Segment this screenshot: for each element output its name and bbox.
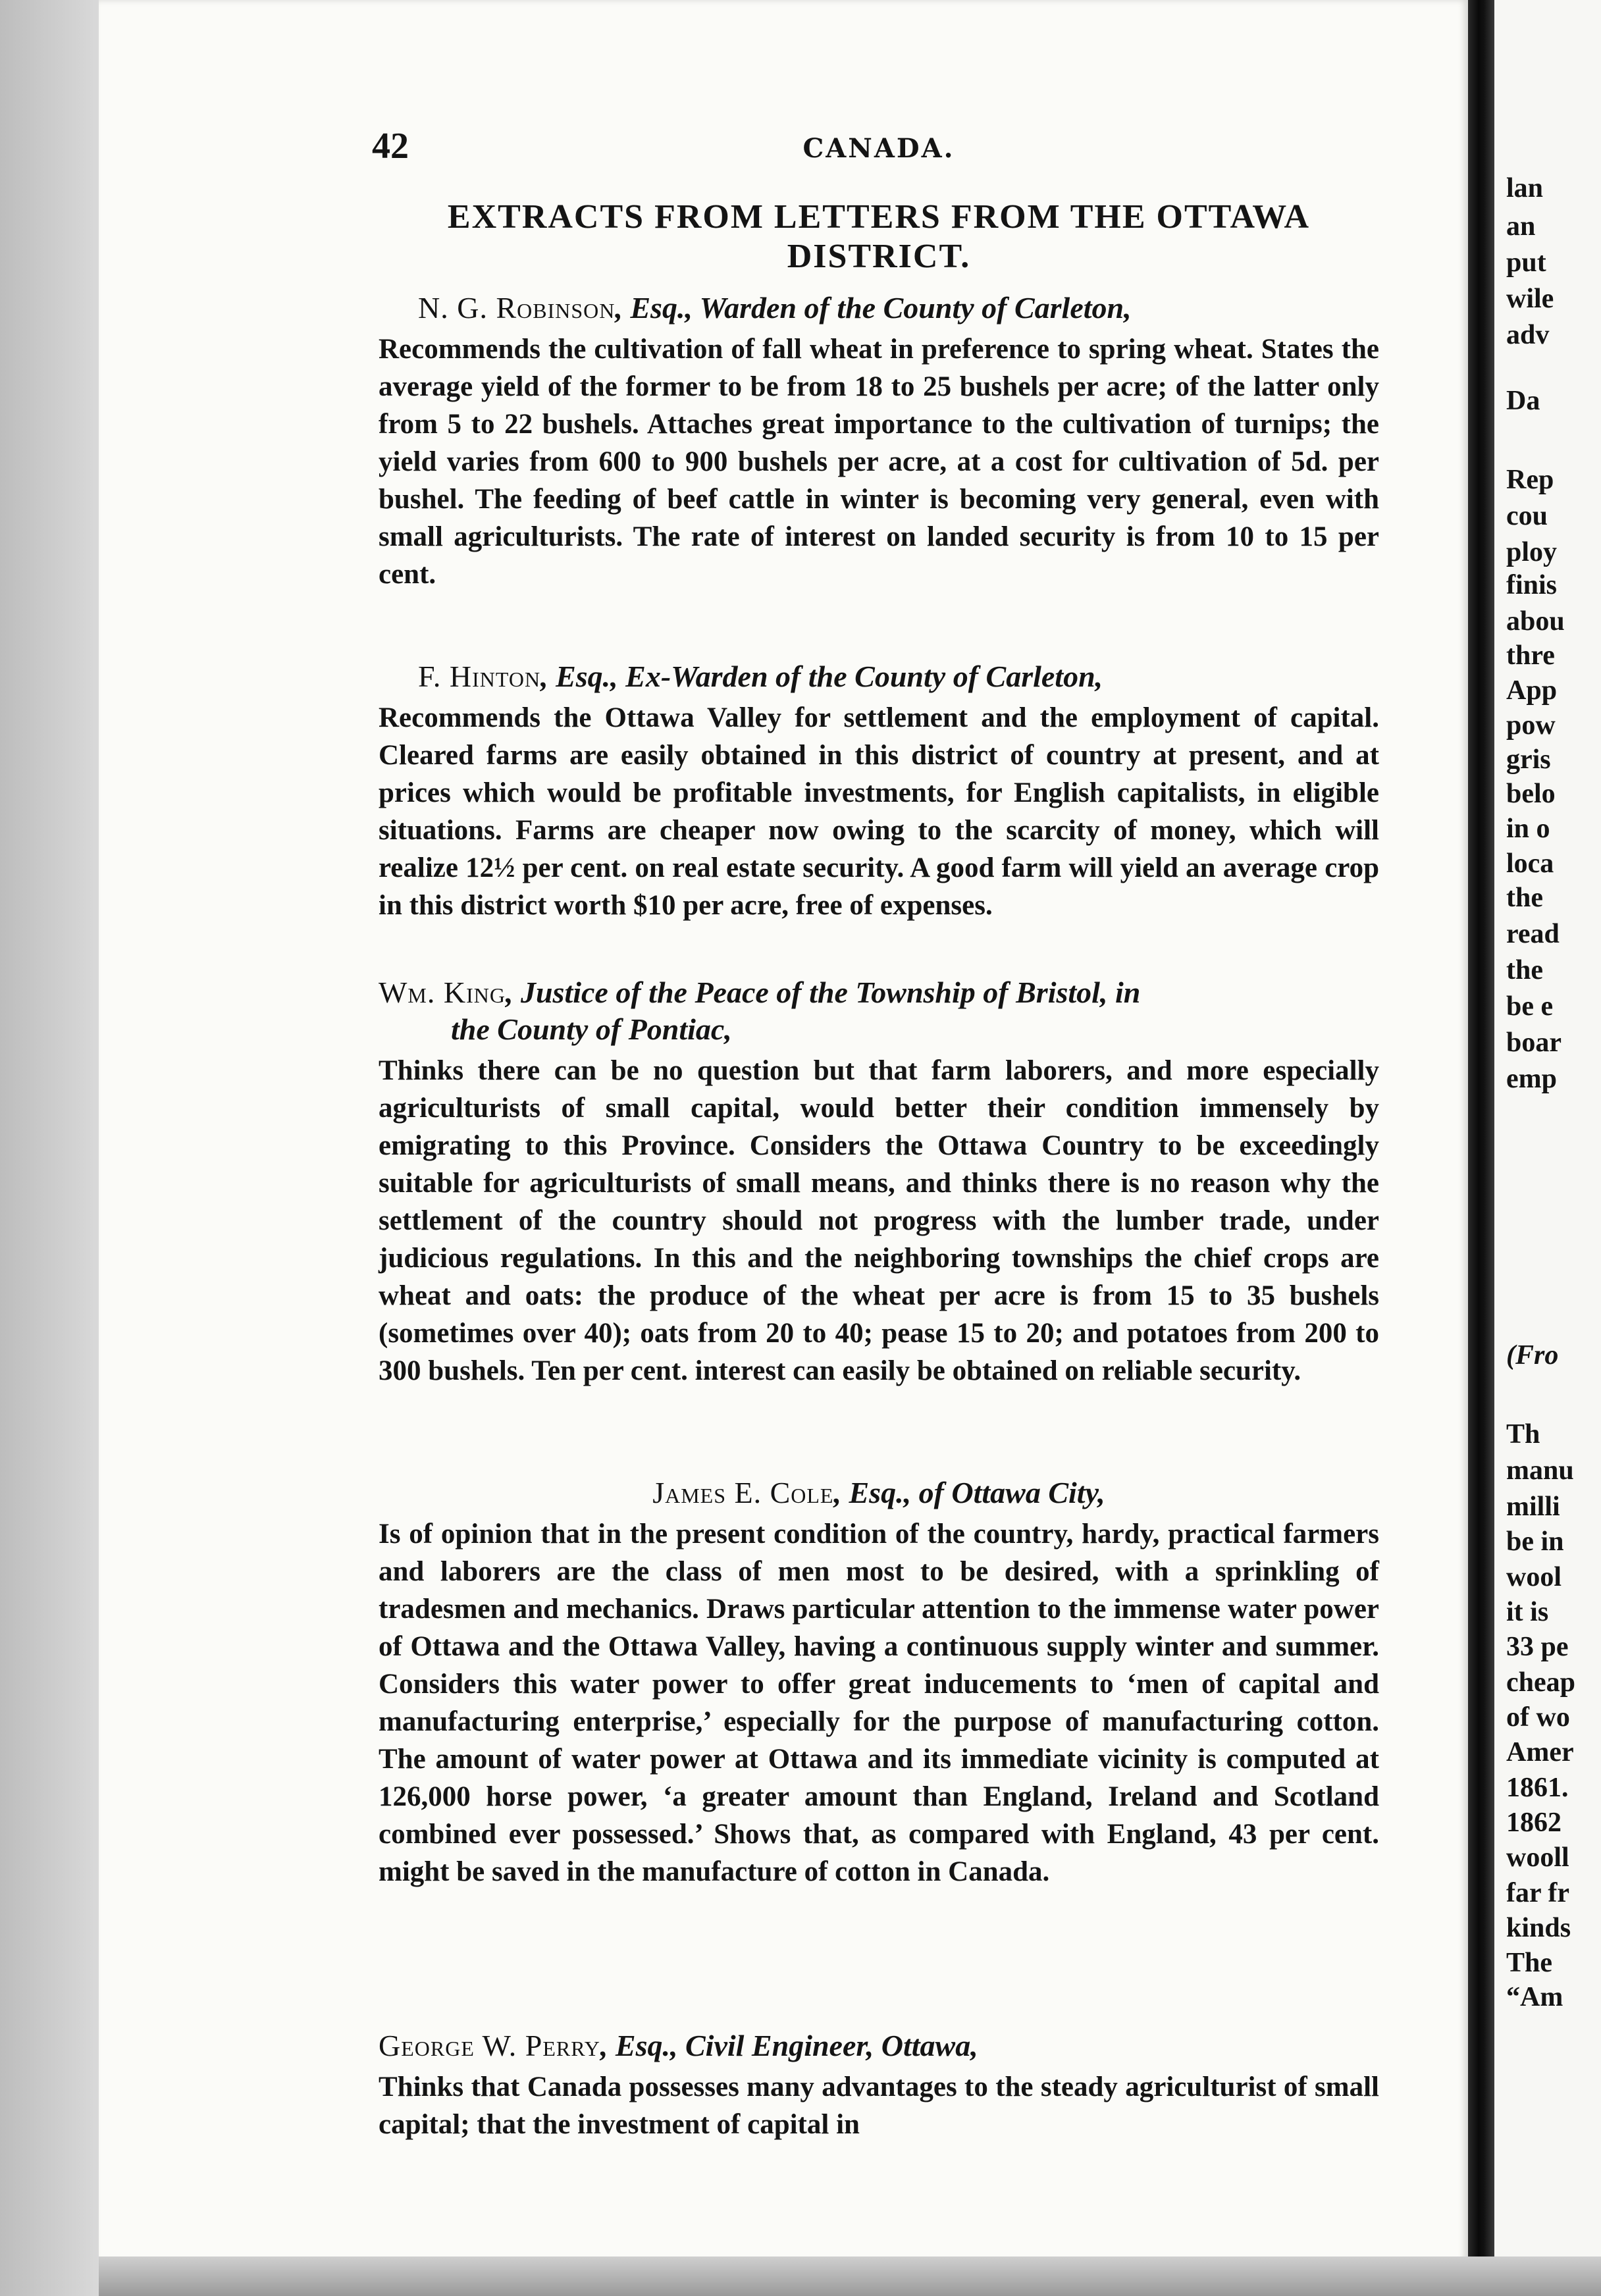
entry-body: Recommends the cultivation of fall wheat in preference to spring wheat. States the average yield of the former to be from 18 to 25 bushels per acre; of the latter only from 5 to 22 bushels. Attaches great importance to the cultivation of turnips; the yield varies from 600 to 900 bushels per acre, at a cost for cultivation of 5d. per bushel. The feeding of beef cattle in winter is becoming very general, even with small agriculturists. The rate of interest on landed security is from 10 to 15 per cent. [379,334,1379,590]
facing-page-fragment: it is [1506,1597,1549,1627]
entry-robinson [379,290,1379,593]
facing-page-fragment: Da [1506,386,1540,416]
facing-page-fragment: pow [1506,710,1556,741]
facing-page-fragment: ploy [1506,537,1558,567]
facing-page-fragment: of wo [1506,1702,1570,1733]
facing-page-fragment: loca [1506,848,1554,879]
entry-heading [379,658,1379,695]
facing-page-fragment: thre [1506,640,1555,671]
running-title: CANADA. [802,133,955,164]
facing-page-fragment: cou [1506,501,1548,531]
entry-perry [379,2027,1379,2143]
entry-heading [379,2027,1379,2064]
facing-page-fragment: 33 pe [1506,1632,1569,1662]
correspondent-title: , Esq., of Ottawa City, [833,1476,1105,1509]
facing-page-fragment: Amer [1506,1737,1574,1767]
facing-page-fragment: adv [1506,320,1550,350]
facing-page-fragment: abou [1506,606,1565,637]
main-heading: EXTRACTS FROM LETTERS FROM THE OTTAWA DISTRICT. [447,198,1311,275]
entry-heading [379,974,1379,1048]
entry-heading [379,1474,1379,1511]
running-head [372,125,1386,171]
facing-page-fragment: 1861. [1506,1773,1569,1803]
facing-page-fragment: wooll [1506,1842,1569,1873]
entry-heading [379,290,1379,326]
facing-page-fragment: cheap [1506,1667,1575,1698]
correspondent-name: James E. Cole [652,1476,834,1509]
page-number: 42 [372,126,409,167]
facing-page-fragment: App [1506,675,1558,706]
facing-page-text [1494,0,1601,2296]
facing-page-fragment: gris [1506,744,1551,775]
correspondent-name: George W. Perry [379,2029,600,2062]
entry-body: Recommends the Ottawa Valley for settlement and the employment of capital. Cleared farms are easily obtained in this district of country at present, and at prices which would be profitable investments, for English capitalists, in eligible situations. Farms are cheaper now owing to the scarcity of money, which will realize 12½ per cent. on real estate security. A good farm will yield an average crop in this district worth $10 per acre, free of expenses. [379,702,1379,921]
entry-body: Is of opinion that in the present condition of the country, hardy, practical farmers and laborers are the class of men most to be desired, with a sprinkling of tradesmen and mechanics. Draws particular attention to the immense water power of Ottawa and the Ottawa Valley, having a continuous supply winter and summer. Considers this water power to offer great inducements to ‘men of capital and manufacturing enterprise,’ especially for the purpose of manufacturing cotton. The amount of water power at Ottawa and its immediate vicinity is computed at 126,000 horse power, ‘a greater amount than England, Ireland and Scotland combined ever possessed.’ Shows that, as compared with England, 43 per cent. might be saved in the manufacture of cotton in Canada. [379,1519,1379,1887]
facing-page-fragment: far fr [1506,1878,1569,1908]
facing-page-fragment: an [1506,211,1536,242]
facing-page-fragment: be in [1506,1526,1564,1557]
facing-page-fragment: Th [1506,1419,1540,1449]
entry-body: Thinks that Canada possesses many advantages to the steady agriculturist of small capital; that the investment of capital in [379,2072,1379,2140]
correspondent-title: , Justice of the Peace of the Township of Bristol, in [505,976,1141,1009]
correspondent-title-continued: the County of Pontiac, [451,1012,732,1046]
correspondent-name: N. G. Robinson [418,291,616,325]
facing-page-fragment: read [1506,919,1560,949]
facing-page-fragment: boar [1506,1028,1562,1058]
facing-page-fragment: finis [1506,570,1558,600]
facing-page-fragment: be e [1506,991,1554,1022]
facing-page-fragment: (Fro [1506,1340,1559,1370]
facing-page-fragment: the [1506,955,1543,985]
facing-page-fragment: “Am [1506,1982,1563,2012]
facing-page-fragment: in o [1506,814,1550,844]
facing-page-fragment: emp [1506,1064,1557,1094]
scan-bottom-edge [99,2257,1601,2296]
facing-page-fragment: put [1506,248,1546,278]
facing-page-fragment: kinds [1506,1913,1571,1943]
correspondent-name: Wm. King [379,976,506,1009]
facing-page-fragment: 1862 [1506,1808,1562,1838]
facing-page-fragment: Rep [1506,465,1554,495]
facing-page-fragment: wool [1506,1562,1562,1592]
entry-king [379,974,1379,1390]
entry-cole [379,1474,1379,1891]
facing-page-fragment: milli [1506,1492,1560,1522]
correspondent-title: , Esq., Civil Engineer, Ottawa, [600,2029,978,2062]
facing-page-fragment: belo [1506,779,1556,809]
facing-page-fragment: wile [1506,284,1554,314]
facing-page-fragment: manu [1506,1455,1574,1486]
book-gutter [1468,0,1494,2296]
facing-page-fragment: The [1506,1948,1553,1978]
correspondent-title: , Esq., Warden of the County of Carleton, [615,291,1132,325]
entry-body: Thinks there can be no question but that farm laborers, and more especially agriculturists of small capital, would better their condition immensely by emigrating to this Province. Considers the Ottawa Country to be exceedingly suitable for agriculturists of small means, and thinks there is no reason why the settlement of the country should not progress with the lumber trade, under judicious regulations. In this and the neighboring townships the chief crops are wheat and oats: the produce of the wheat per acre is from 15 to 35 bushels (sometimes over 40); oats from 20 to 40; pease 15 to 20; and potatoes from 200 to 300 bushels. Ten per cent. interest can easily be obtained on reliable security. [379,1055,1379,1386]
scan-margin-left [0,0,99,2296]
correspondent-name: F. Hinton [418,660,541,693]
entry-hinton [379,658,1379,924]
facing-page-fragment: the [1506,883,1543,913]
correspondent-title: , Esq., Ex-Warden of the County of Carleton, [540,660,1103,693]
facing-page-fragment: lan [1506,173,1544,203]
